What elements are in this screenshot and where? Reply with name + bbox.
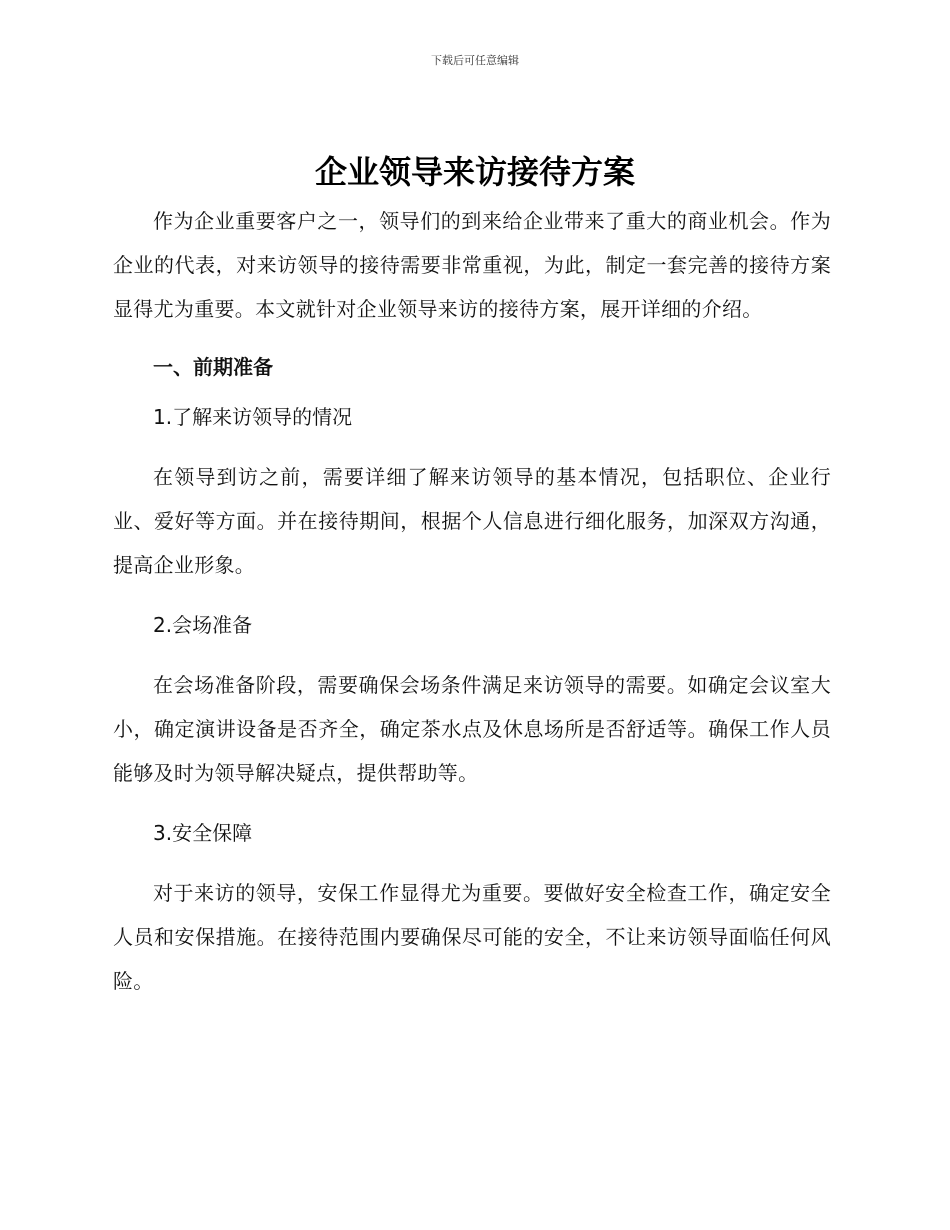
- subsection-body-venue: 在会场准备阶段，需要确保会场条件满足来访领导的需要。如确定会议室大小，确定演讲设备是否齐全，确定茶水点及休息场所是否舒适等。确保工作人员能够及时为领导解决疑点，提供帮助等。: [113, 673, 831, 785]
- intro-paragraph: 作为企业重要客户之一，领导们的到来给企业带来了重大的商业机会。作为企业的代表，对来访领导的接待需要非常重视，为此，制定一套完善的接待方案显得尤为重要。本文就针对企业领导来访的接待方案，展开详细的介绍。: [113, 209, 831, 321]
- subsection-body-security: 对于来访的领导，安保工作显得尤为重要。要做好安全检查工作，确定安全人员和安保措施。在接待范围内要确保尽可能的安全，不让来访领导面临任何风险。: [113, 881, 831, 993]
- subsection-body-understand-visitor: 在领导到访之前，需要详细了解来访领导的基本情况，包括职位、企业行业、爱好等方面。并在接待期间，根据个人信息进行细化服务，加深双方沟通，提高企业形象。: [113, 465, 831, 577]
- subsection-heading-security: 3.安全保障: [153, 821, 253, 845]
- document-title: 企业领导来访接待方案: [314, 153, 635, 191]
- document-body: [113, 199, 831, 1003]
- subsection-heading-venue: 2.会场准备: [153, 613, 253, 637]
- subsection-heading-understand-visitor: 1.了解来访领导的情况: [153, 405, 353, 429]
- section-heading-preparation: 一、前期准备: [153, 355, 273, 379]
- page-header-note: 下载后可任意编辑: [431, 54, 519, 67]
